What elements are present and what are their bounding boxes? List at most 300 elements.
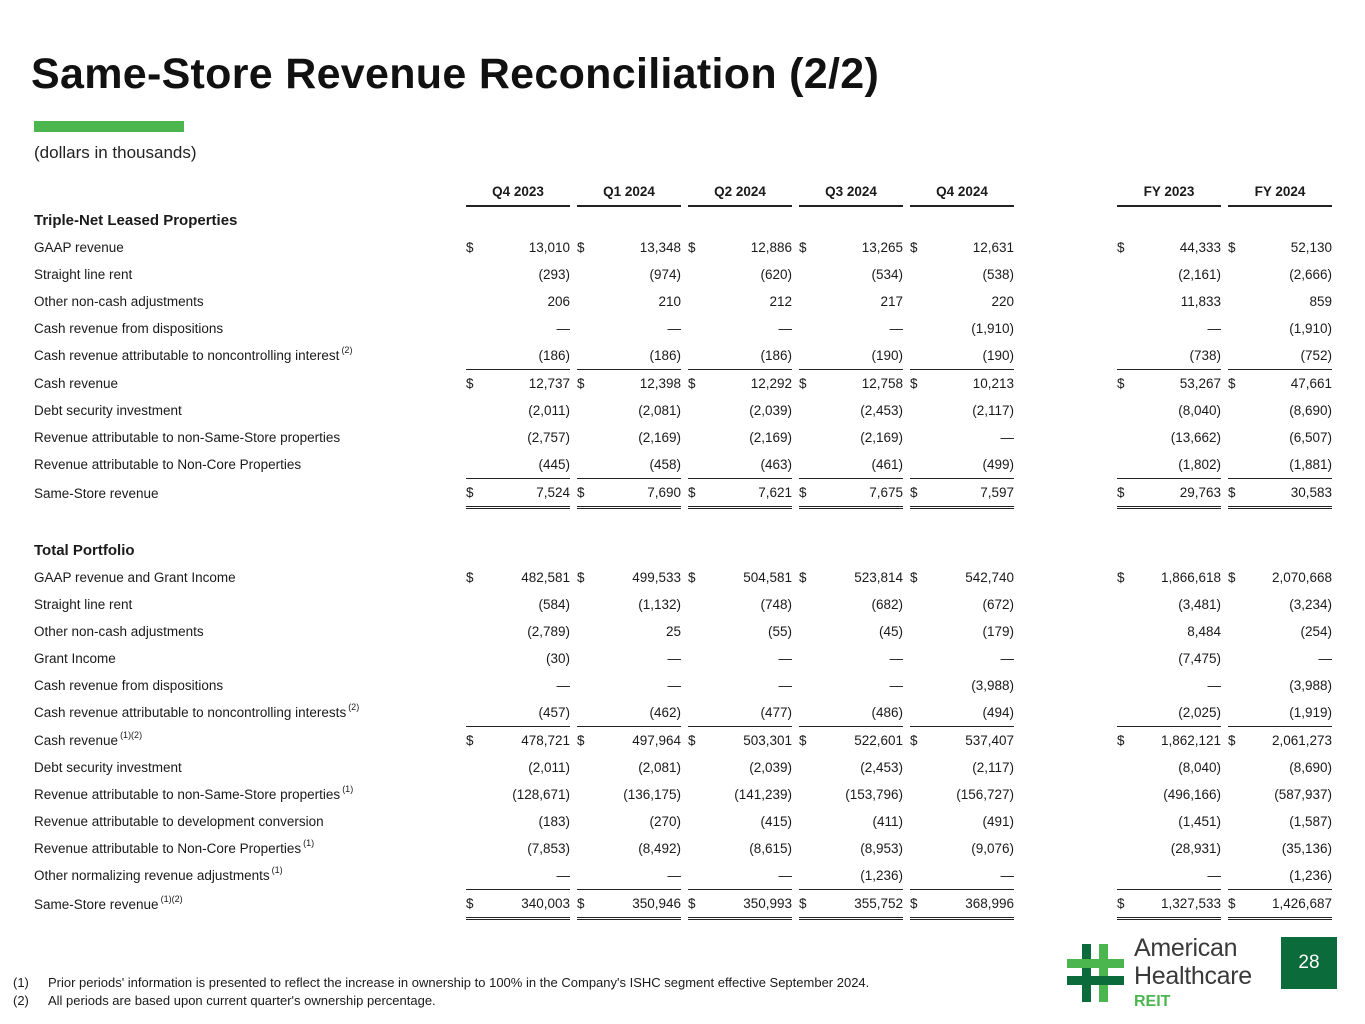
row-label bbox=[34, 478, 466, 509]
value-cell: 503,301 bbox=[706, 726, 792, 754]
gap-cell bbox=[792, 288, 799, 315]
currency-symbol: $ bbox=[688, 889, 706, 920]
currency-symbol: $ bbox=[1228, 240, 1236, 255]
gap-cell bbox=[570, 699, 577, 726]
currency-symbol bbox=[799, 591, 817, 618]
gap-cell bbox=[681, 862, 688, 889]
spacer-cell bbox=[1014, 726, 1117, 754]
currency-symbol bbox=[1228, 808, 1246, 835]
currency-symbol bbox=[1117, 754, 1135, 781]
value-cell: (3,988) bbox=[971, 678, 1014, 693]
value-cell: (534) bbox=[871, 267, 903, 282]
currency-symbol: $ bbox=[910, 889, 928, 920]
spacer-cell bbox=[1014, 591, 1117, 618]
spacer-cell bbox=[1014, 781, 1117, 808]
currency-symbol bbox=[688, 808, 706, 835]
gap-cell bbox=[903, 754, 910, 781]
currency-symbol bbox=[577, 591, 595, 618]
gap-cell bbox=[1221, 397, 1228, 424]
value-cell: (457) bbox=[538, 705, 570, 720]
table-row bbox=[34, 808, 1332, 835]
currency-symbol bbox=[799, 315, 817, 342]
table-row bbox=[34, 342, 1332, 369]
table-row bbox=[34, 234, 1332, 261]
currency-symbol: $ bbox=[577, 889, 595, 920]
value-cell: (2,169) bbox=[860, 430, 903, 445]
value-cell: (587,937) bbox=[1274, 787, 1332, 802]
gap-cell bbox=[792, 754, 799, 781]
header-gap bbox=[570, 178, 577, 207]
currency-symbol bbox=[466, 451, 484, 478]
gap-cell bbox=[903, 699, 910, 726]
value-cell: (128,671) bbox=[512, 787, 570, 802]
currency-symbol bbox=[688, 315, 706, 342]
value-cell: 52,130 bbox=[1290, 240, 1332, 255]
gap-cell bbox=[570, 234, 577, 261]
value-cell: (183) bbox=[538, 814, 570, 829]
currency-symbol bbox=[799, 397, 817, 424]
value-cell: — bbox=[667, 678, 681, 693]
table-row bbox=[34, 699, 1332, 726]
currency-symbol bbox=[688, 261, 706, 288]
row-label-text: Cash revenue from dispositions bbox=[34, 321, 224, 336]
gap-cell bbox=[1221, 618, 1228, 645]
header-gap bbox=[792, 178, 799, 207]
currency-symbol bbox=[1117, 645, 1135, 672]
currency-symbol bbox=[910, 835, 928, 862]
currency-symbol bbox=[577, 754, 595, 781]
value-cell: (35,136) bbox=[1281, 841, 1332, 856]
row-label bbox=[34, 781, 466, 808]
currency-symbol: $ bbox=[910, 726, 928, 754]
currency-symbol bbox=[577, 261, 595, 288]
gap-cell bbox=[903, 234, 910, 261]
value-cell: (2,011) bbox=[528, 760, 570, 775]
value-cell: 497,964 bbox=[595, 726, 681, 754]
value-cell: 1,866,618 bbox=[1160, 570, 1221, 585]
currency-symbol: $ bbox=[1228, 570, 1236, 585]
row-label bbox=[34, 618, 466, 645]
company-logo bbox=[1066, 936, 1271, 1014]
value-cell: 7,597 bbox=[928, 478, 1014, 509]
currency-symbol bbox=[799, 781, 817, 808]
gap-cell bbox=[681, 672, 688, 699]
gap-cell bbox=[903, 645, 910, 672]
value-cell: (415) bbox=[760, 814, 792, 829]
gap-cell bbox=[792, 645, 799, 672]
table-row bbox=[34, 672, 1332, 699]
currency-symbol bbox=[466, 591, 484, 618]
gap-cell bbox=[681, 342, 688, 369]
value-cell: (445) bbox=[538, 457, 570, 472]
gap-cell bbox=[570, 618, 577, 645]
gap-cell bbox=[570, 424, 577, 451]
gap-cell bbox=[1221, 288, 1228, 315]
currency-symbol bbox=[466, 342, 484, 369]
table-row bbox=[34, 315, 1332, 342]
currency-symbol bbox=[577, 862, 595, 889]
table-row bbox=[34, 645, 1332, 672]
logo-text-american: American bbox=[1134, 934, 1238, 962]
gap-cell bbox=[1221, 645, 1228, 672]
currency-symbol: $ bbox=[799, 478, 817, 509]
value-cell: 11,833 bbox=[1180, 294, 1221, 309]
gap-cell bbox=[1221, 234, 1228, 261]
gap-cell bbox=[1221, 564, 1228, 591]
value-cell: — bbox=[889, 321, 903, 336]
gap-cell bbox=[903, 618, 910, 645]
gap-cell bbox=[681, 835, 688, 862]
currency-symbol bbox=[1117, 672, 1135, 699]
value-cell: 1,862,121 bbox=[1135, 726, 1221, 754]
gap-cell bbox=[792, 699, 799, 726]
gap-cell bbox=[1221, 591, 1228, 618]
row-label-text: Revenue attributable to Non-Core Properties bbox=[34, 841, 302, 856]
value-cell: (55) bbox=[767, 624, 792, 639]
row-label-text: Revenue attributable to Non-Core Properties bbox=[34, 457, 302, 472]
currency-symbol bbox=[577, 699, 595, 726]
value-cell: 7,621 bbox=[706, 478, 792, 509]
reconciliation-table bbox=[34, 178, 1332, 920]
value-cell: (2,117) bbox=[972, 760, 1014, 775]
row-label bbox=[34, 835, 466, 862]
currency-symbol bbox=[910, 315, 928, 342]
table-row bbox=[34, 261, 1332, 288]
gap-cell bbox=[792, 672, 799, 699]
gap-cell bbox=[792, 862, 799, 889]
value-cell: (1,132) bbox=[638, 597, 681, 612]
value-cell: (1,236) bbox=[1289, 868, 1332, 883]
currency-symbol bbox=[799, 451, 817, 478]
currency-symbol bbox=[1117, 342, 1135, 369]
currency-symbol bbox=[1117, 808, 1135, 835]
row-label-text: Other non-cash adjustments bbox=[34, 624, 204, 639]
row-label bbox=[34, 315, 466, 342]
value-cell: (411) bbox=[872, 814, 903, 829]
row-label bbox=[34, 645, 466, 672]
currency-symbol bbox=[577, 672, 595, 699]
gap-cell bbox=[681, 288, 688, 315]
table-row bbox=[34, 424, 1332, 451]
currency-symbol bbox=[799, 672, 817, 699]
spacer-cell bbox=[1014, 342, 1117, 369]
currency-symbol bbox=[466, 754, 484, 781]
value-cell: (2,011) bbox=[528, 403, 570, 418]
value-cell: 8,484 bbox=[1187, 624, 1221, 639]
currency-symbol: $ bbox=[688, 726, 706, 754]
currency-symbol bbox=[910, 781, 928, 808]
column-header: FY 2024 bbox=[1228, 178, 1332, 207]
gap-cell bbox=[570, 261, 577, 288]
gap-cell bbox=[1221, 342, 1228, 369]
value-cell: (1,919) bbox=[1289, 705, 1332, 720]
currency-symbol bbox=[799, 699, 817, 726]
value-cell: (1,587) bbox=[1289, 814, 1332, 829]
column-header: Q1 2024 bbox=[577, 178, 681, 207]
currency-symbol bbox=[910, 672, 928, 699]
value-cell: (13,662) bbox=[1170, 430, 1221, 445]
value-cell: (45) bbox=[878, 624, 903, 639]
gap-cell bbox=[903, 672, 910, 699]
value-cell: (538) bbox=[982, 267, 1014, 282]
value-cell: (8,040) bbox=[1178, 403, 1221, 418]
currency-symbol bbox=[799, 288, 817, 315]
spacer-cell bbox=[1014, 808, 1117, 835]
gap-cell bbox=[903, 397, 910, 424]
value-cell: — bbox=[1000, 430, 1014, 445]
currency-symbol bbox=[1117, 618, 1135, 645]
currency-symbol bbox=[466, 862, 484, 889]
value-cell: 1,327,533 bbox=[1135, 889, 1221, 920]
row-label bbox=[34, 261, 466, 288]
value-cell: 30,583 bbox=[1246, 478, 1332, 509]
row-label-text: Straight line rent bbox=[34, 597, 133, 612]
healthcare-cross-icon bbox=[1066, 942, 1126, 1004]
gap-cell bbox=[792, 261, 799, 288]
currency-symbol bbox=[1117, 451, 1135, 478]
value-cell: (186) bbox=[760, 348, 792, 363]
value-cell: (494) bbox=[982, 705, 1014, 720]
currency-symbol bbox=[577, 618, 595, 645]
currency-symbol bbox=[466, 397, 484, 424]
value-cell: (30) bbox=[545, 651, 570, 666]
currency-symbol: $ bbox=[688, 570, 696, 585]
value-cell: 1,426,687 bbox=[1246, 889, 1332, 920]
currency-symbol bbox=[1117, 397, 1135, 424]
currency-symbol bbox=[466, 261, 484, 288]
value-cell: (2,025) bbox=[1178, 705, 1221, 720]
gap-cell bbox=[570, 591, 577, 618]
spacer-cell bbox=[1014, 672, 1117, 699]
currency-symbol bbox=[910, 288, 928, 315]
currency-symbol bbox=[1228, 835, 1246, 862]
footnote-number: (1) bbox=[13, 975, 29, 990]
row-label-text: Revenue attributable to non-Same-Store properties bbox=[34, 787, 341, 802]
gap-cell bbox=[570, 726, 577, 754]
spacer-cell bbox=[1014, 699, 1117, 726]
table-row bbox=[34, 618, 1332, 645]
row-label bbox=[34, 342, 466, 369]
value-cell: 859 bbox=[1309, 294, 1332, 309]
gap-cell bbox=[570, 862, 577, 889]
column-header-row bbox=[34, 178, 1332, 207]
value-cell: (1,910) bbox=[1289, 321, 1332, 336]
gap-cell bbox=[903, 591, 910, 618]
section-header-row bbox=[34, 537, 1332, 564]
value-cell: (8,953) bbox=[860, 841, 903, 856]
currency-symbol bbox=[1228, 699, 1246, 726]
value-cell: 368,996 bbox=[928, 889, 1014, 920]
row-label-text: Same-Store revenue bbox=[34, 486, 159, 501]
value-cell: (1,802) bbox=[1178, 457, 1221, 472]
gap-cell bbox=[681, 424, 688, 451]
gap-cell bbox=[792, 451, 799, 478]
gap-cell bbox=[570, 754, 577, 781]
currency-symbol bbox=[1228, 288, 1246, 315]
footnote-number: (2) bbox=[13, 993, 29, 1008]
footnote-ref: (2) bbox=[348, 702, 360, 712]
value-cell: (2,666) bbox=[1289, 267, 1332, 282]
gap-cell bbox=[570, 889, 577, 920]
section-header-row bbox=[34, 207, 1332, 234]
gap-cell bbox=[681, 369, 688, 397]
row-label bbox=[34, 234, 466, 261]
gap-cell bbox=[681, 478, 688, 509]
value-cell: 7,690 bbox=[595, 478, 681, 509]
gap-cell bbox=[570, 808, 577, 835]
currency-symbol bbox=[799, 261, 817, 288]
header-label-cell bbox=[34, 178, 466, 207]
value-cell: — bbox=[778, 678, 792, 693]
value-cell: (293) bbox=[538, 267, 570, 282]
gap-cell bbox=[570, 315, 577, 342]
currency-symbol: $ bbox=[577, 369, 595, 397]
currency-symbol: $ bbox=[1117, 726, 1135, 754]
currency-symbol bbox=[910, 645, 928, 672]
value-cell: — bbox=[1318, 651, 1332, 666]
table-row bbox=[34, 591, 1332, 618]
section-title: Triple-Net Leased Properties bbox=[34, 212, 238, 229]
currency-symbol: $ bbox=[1117, 369, 1135, 397]
value-cell: 2,070,668 bbox=[1271, 570, 1332, 585]
currency-symbol: $ bbox=[1117, 478, 1135, 509]
value-cell: 53,267 bbox=[1135, 369, 1221, 397]
value-cell: 12,737 bbox=[484, 369, 570, 397]
row-label bbox=[34, 672, 466, 699]
gap-cell bbox=[1221, 369, 1228, 397]
gap-cell bbox=[792, 781, 799, 808]
footnotes bbox=[13, 974, 869, 1010]
currency-symbol: $ bbox=[799, 240, 807, 255]
currency-symbol bbox=[799, 754, 817, 781]
gap-cell bbox=[903, 315, 910, 342]
value-cell: — bbox=[1000, 651, 1014, 666]
gap-cell bbox=[1221, 889, 1228, 920]
currency-symbol bbox=[799, 835, 817, 862]
value-cell: (672) bbox=[982, 597, 1014, 612]
table-row bbox=[34, 862, 1332, 889]
value-cell: 44,333 bbox=[1179, 240, 1221, 255]
row-label bbox=[34, 397, 466, 424]
table-row bbox=[34, 288, 1332, 315]
gap-cell bbox=[681, 618, 688, 645]
currency-symbol bbox=[577, 835, 595, 862]
currency-symbol bbox=[1117, 699, 1135, 726]
currency-symbol bbox=[688, 645, 706, 672]
gap-cell bbox=[903, 424, 910, 451]
value-cell: 13,348 bbox=[639, 240, 681, 255]
gap-cell bbox=[903, 862, 910, 889]
gap-cell bbox=[903, 369, 910, 397]
gap-cell bbox=[681, 451, 688, 478]
table-row bbox=[34, 754, 1332, 781]
row-label bbox=[34, 424, 466, 451]
currency-symbol bbox=[1228, 261, 1246, 288]
currency-symbol bbox=[910, 342, 928, 369]
value-cell: 217 bbox=[880, 294, 903, 309]
value-cell: (2,039) bbox=[749, 760, 792, 775]
table-row bbox=[34, 781, 1332, 808]
spacer-cell bbox=[1014, 645, 1117, 672]
gap-cell bbox=[570, 342, 577, 369]
value-cell: (1,236) bbox=[860, 868, 903, 883]
footnote-ref: (1)(2) bbox=[160, 894, 183, 904]
value-cell: 12,758 bbox=[817, 369, 903, 397]
value-cell: (2,117) bbox=[972, 403, 1014, 418]
value-cell: 542,740 bbox=[965, 570, 1014, 585]
currency-symbol bbox=[688, 781, 706, 808]
currency-symbol: $ bbox=[799, 369, 817, 397]
value-cell: (499) bbox=[982, 457, 1014, 472]
footnote-ref: (1) bbox=[342, 784, 354, 794]
row-label-text: Revenue attributable to development conversion bbox=[34, 814, 324, 829]
value-cell: (2,169) bbox=[749, 430, 792, 445]
value-cell: (491) bbox=[982, 814, 1014, 829]
currency-symbol bbox=[1228, 342, 1246, 369]
currency-symbol: $ bbox=[466, 726, 484, 754]
column-header: Q3 2024 bbox=[799, 178, 903, 207]
currency-symbol bbox=[466, 315, 484, 342]
currency-symbol bbox=[910, 862, 928, 889]
spacer-cell bbox=[1014, 397, 1117, 424]
currency-symbol: $ bbox=[466, 240, 474, 255]
currency-symbol: $ bbox=[1228, 726, 1246, 754]
gap-cell bbox=[903, 342, 910, 369]
currency-symbol bbox=[1228, 591, 1246, 618]
currency-symbol bbox=[1228, 645, 1246, 672]
row-label-text: Debt security investment bbox=[34, 403, 182, 418]
gap-cell bbox=[681, 781, 688, 808]
value-cell: (186) bbox=[538, 348, 570, 363]
value-cell: (186) bbox=[649, 348, 681, 363]
gap-cell bbox=[681, 699, 688, 726]
currency-symbol: $ bbox=[799, 570, 807, 585]
currency-symbol: $ bbox=[688, 240, 696, 255]
value-cell: 12,886 bbox=[750, 240, 792, 255]
gap-cell bbox=[1221, 424, 1228, 451]
currency-symbol bbox=[688, 835, 706, 862]
value-cell: (2,789) bbox=[527, 624, 570, 639]
currency-symbol: $ bbox=[799, 889, 817, 920]
currency-symbol bbox=[577, 397, 595, 424]
gap-cell bbox=[792, 234, 799, 261]
value-cell: (7,475) bbox=[1178, 651, 1221, 666]
value-cell: (8,615) bbox=[749, 841, 792, 856]
gap-cell bbox=[903, 808, 910, 835]
gap-cell bbox=[1221, 754, 1228, 781]
spacer-cell bbox=[1014, 478, 1117, 509]
table-row bbox=[34, 478, 1332, 509]
gap-cell bbox=[570, 564, 577, 591]
row-label bbox=[34, 369, 466, 397]
value-cell: (748) bbox=[760, 597, 792, 612]
currency-symbol: $ bbox=[466, 478, 484, 509]
gap-cell bbox=[681, 645, 688, 672]
value-cell: — bbox=[556, 868, 570, 883]
gap-cell bbox=[792, 564, 799, 591]
value-cell: (738) bbox=[1189, 348, 1221, 363]
value-cell: (584) bbox=[538, 597, 570, 612]
gap-cell bbox=[903, 288, 910, 315]
currency-symbol: $ bbox=[688, 478, 706, 509]
footnote-ref: (1) bbox=[303, 838, 315, 848]
currency-symbol bbox=[577, 781, 595, 808]
currency-symbol: $ bbox=[1228, 369, 1246, 397]
value-cell: (9,076) bbox=[971, 841, 1014, 856]
value-cell: (136,175) bbox=[623, 787, 681, 802]
gap-cell bbox=[1221, 261, 1228, 288]
value-cell: — bbox=[556, 678, 570, 693]
